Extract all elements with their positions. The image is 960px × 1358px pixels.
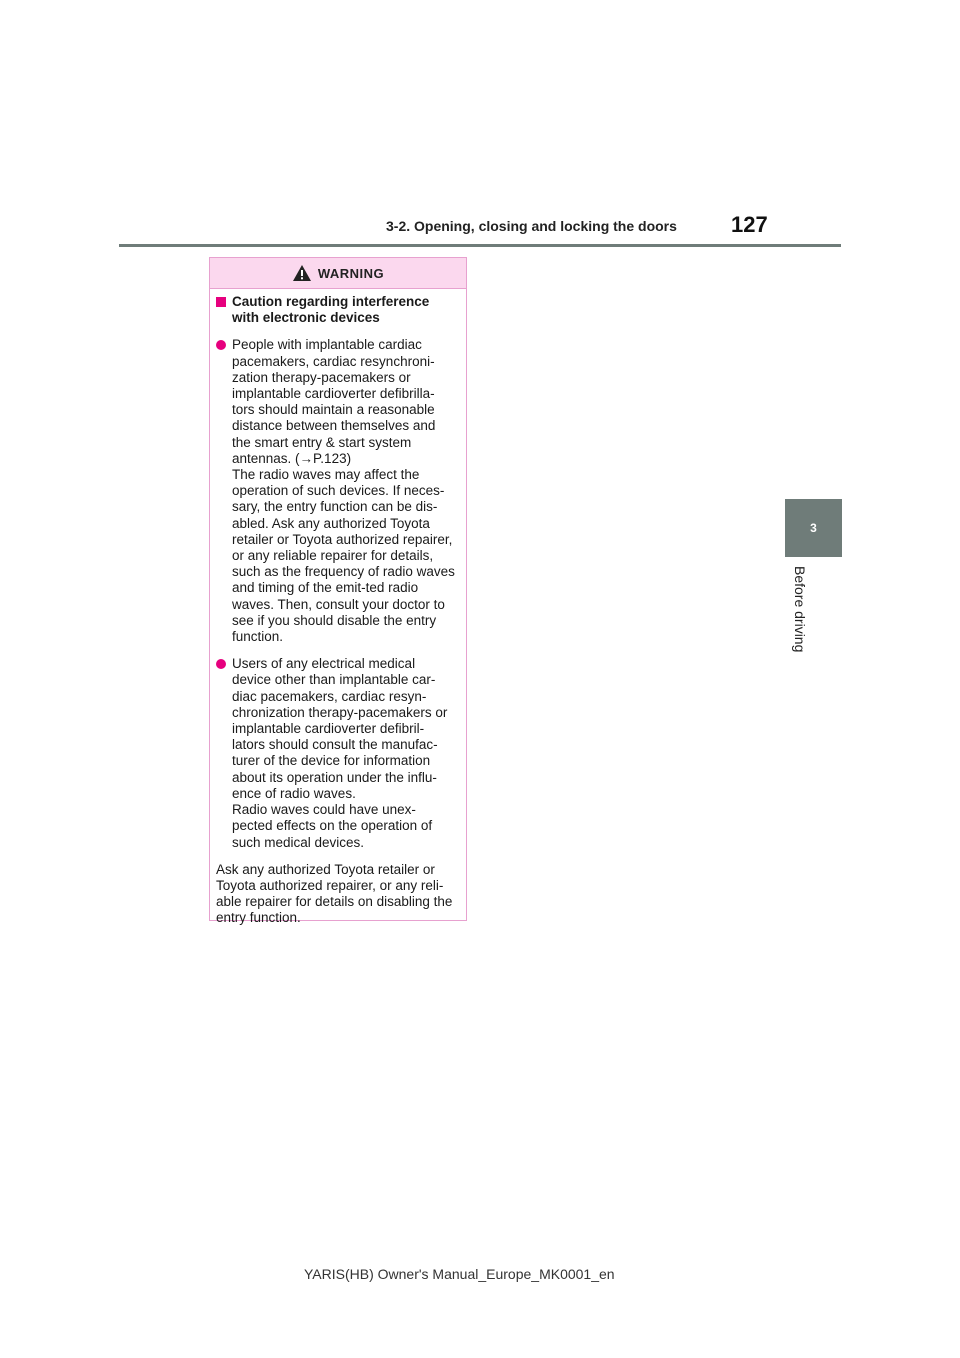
list-item: [216, 337, 456, 645]
list-item: [216, 656, 456, 850]
list-item-text: [232, 337, 456, 645]
warning-body: [210, 289, 466, 927]
square-bullet-icon: [216, 297, 226, 307]
warning-header: [210, 258, 466, 289]
warning-subheading: [216, 294, 456, 326]
warning-triangle-icon: [292, 264, 312, 282]
chapter-tab: 3: [785, 499, 842, 557]
subheading-text: Caution regarding interference with electronic devices: [232, 294, 430, 326]
bullet-dot-icon: [216, 340, 226, 350]
chapter-title: Before driving: [792, 566, 808, 653]
warning-box: [209, 257, 467, 926]
bullet-dot-icon: [216, 659, 226, 669]
list-item-text: [232, 656, 456, 850]
paragraph: The radio waves may affect the operation of such devices. If neces-sary, the entry function can be dis-abled. Ask any authorized Toyota retailer or Toyota authorized repairer, or any reliable repairer for details, such as the frequency of radio waves and timing of the emit-ted radio waves. Then, consult your doctor to see if you should disable the entry function.: [232, 467, 455, 645]
warning-title: WARNING: [317, 265, 385, 281]
paragraph: People with implantable cardiac pacemakers, cardiac resynchroni-zation therapy-pacemakers or implantable cardioverter defibrilla-tors should maintain a reasonable distance between themselves and the smart entry & start system antennas. (→P.123): [232, 337, 436, 466]
closing-paragraph: Ask any authorized Toyota retailer or Toyota authorized repairer, or any reli-able repairer for details on disabling the entry function.: [216, 861, 453, 926]
paragraph: Radio waves could have unex-pected effects on the operation of such medical devices.: [232, 802, 433, 850]
paragraph: Users of any electrical medical device other than implantable car-diac pacemakers, cardiac resyn-chronization therapy-pacemakers or implantable cardioverter defibril-lators should consult the manufac-turer of the device for information about its operation under the influ-ence of radio waves.: [232, 656, 448, 801]
footer-text: YARIS(HB) Owner's Manual_Europe_MK0001_en: [304, 1266, 615, 1282]
section-title: 3-2. Opening, closing and locking the doors: [386, 218, 677, 234]
header-divider: [119, 244, 841, 247]
page-number: 127: [731, 212, 768, 237]
